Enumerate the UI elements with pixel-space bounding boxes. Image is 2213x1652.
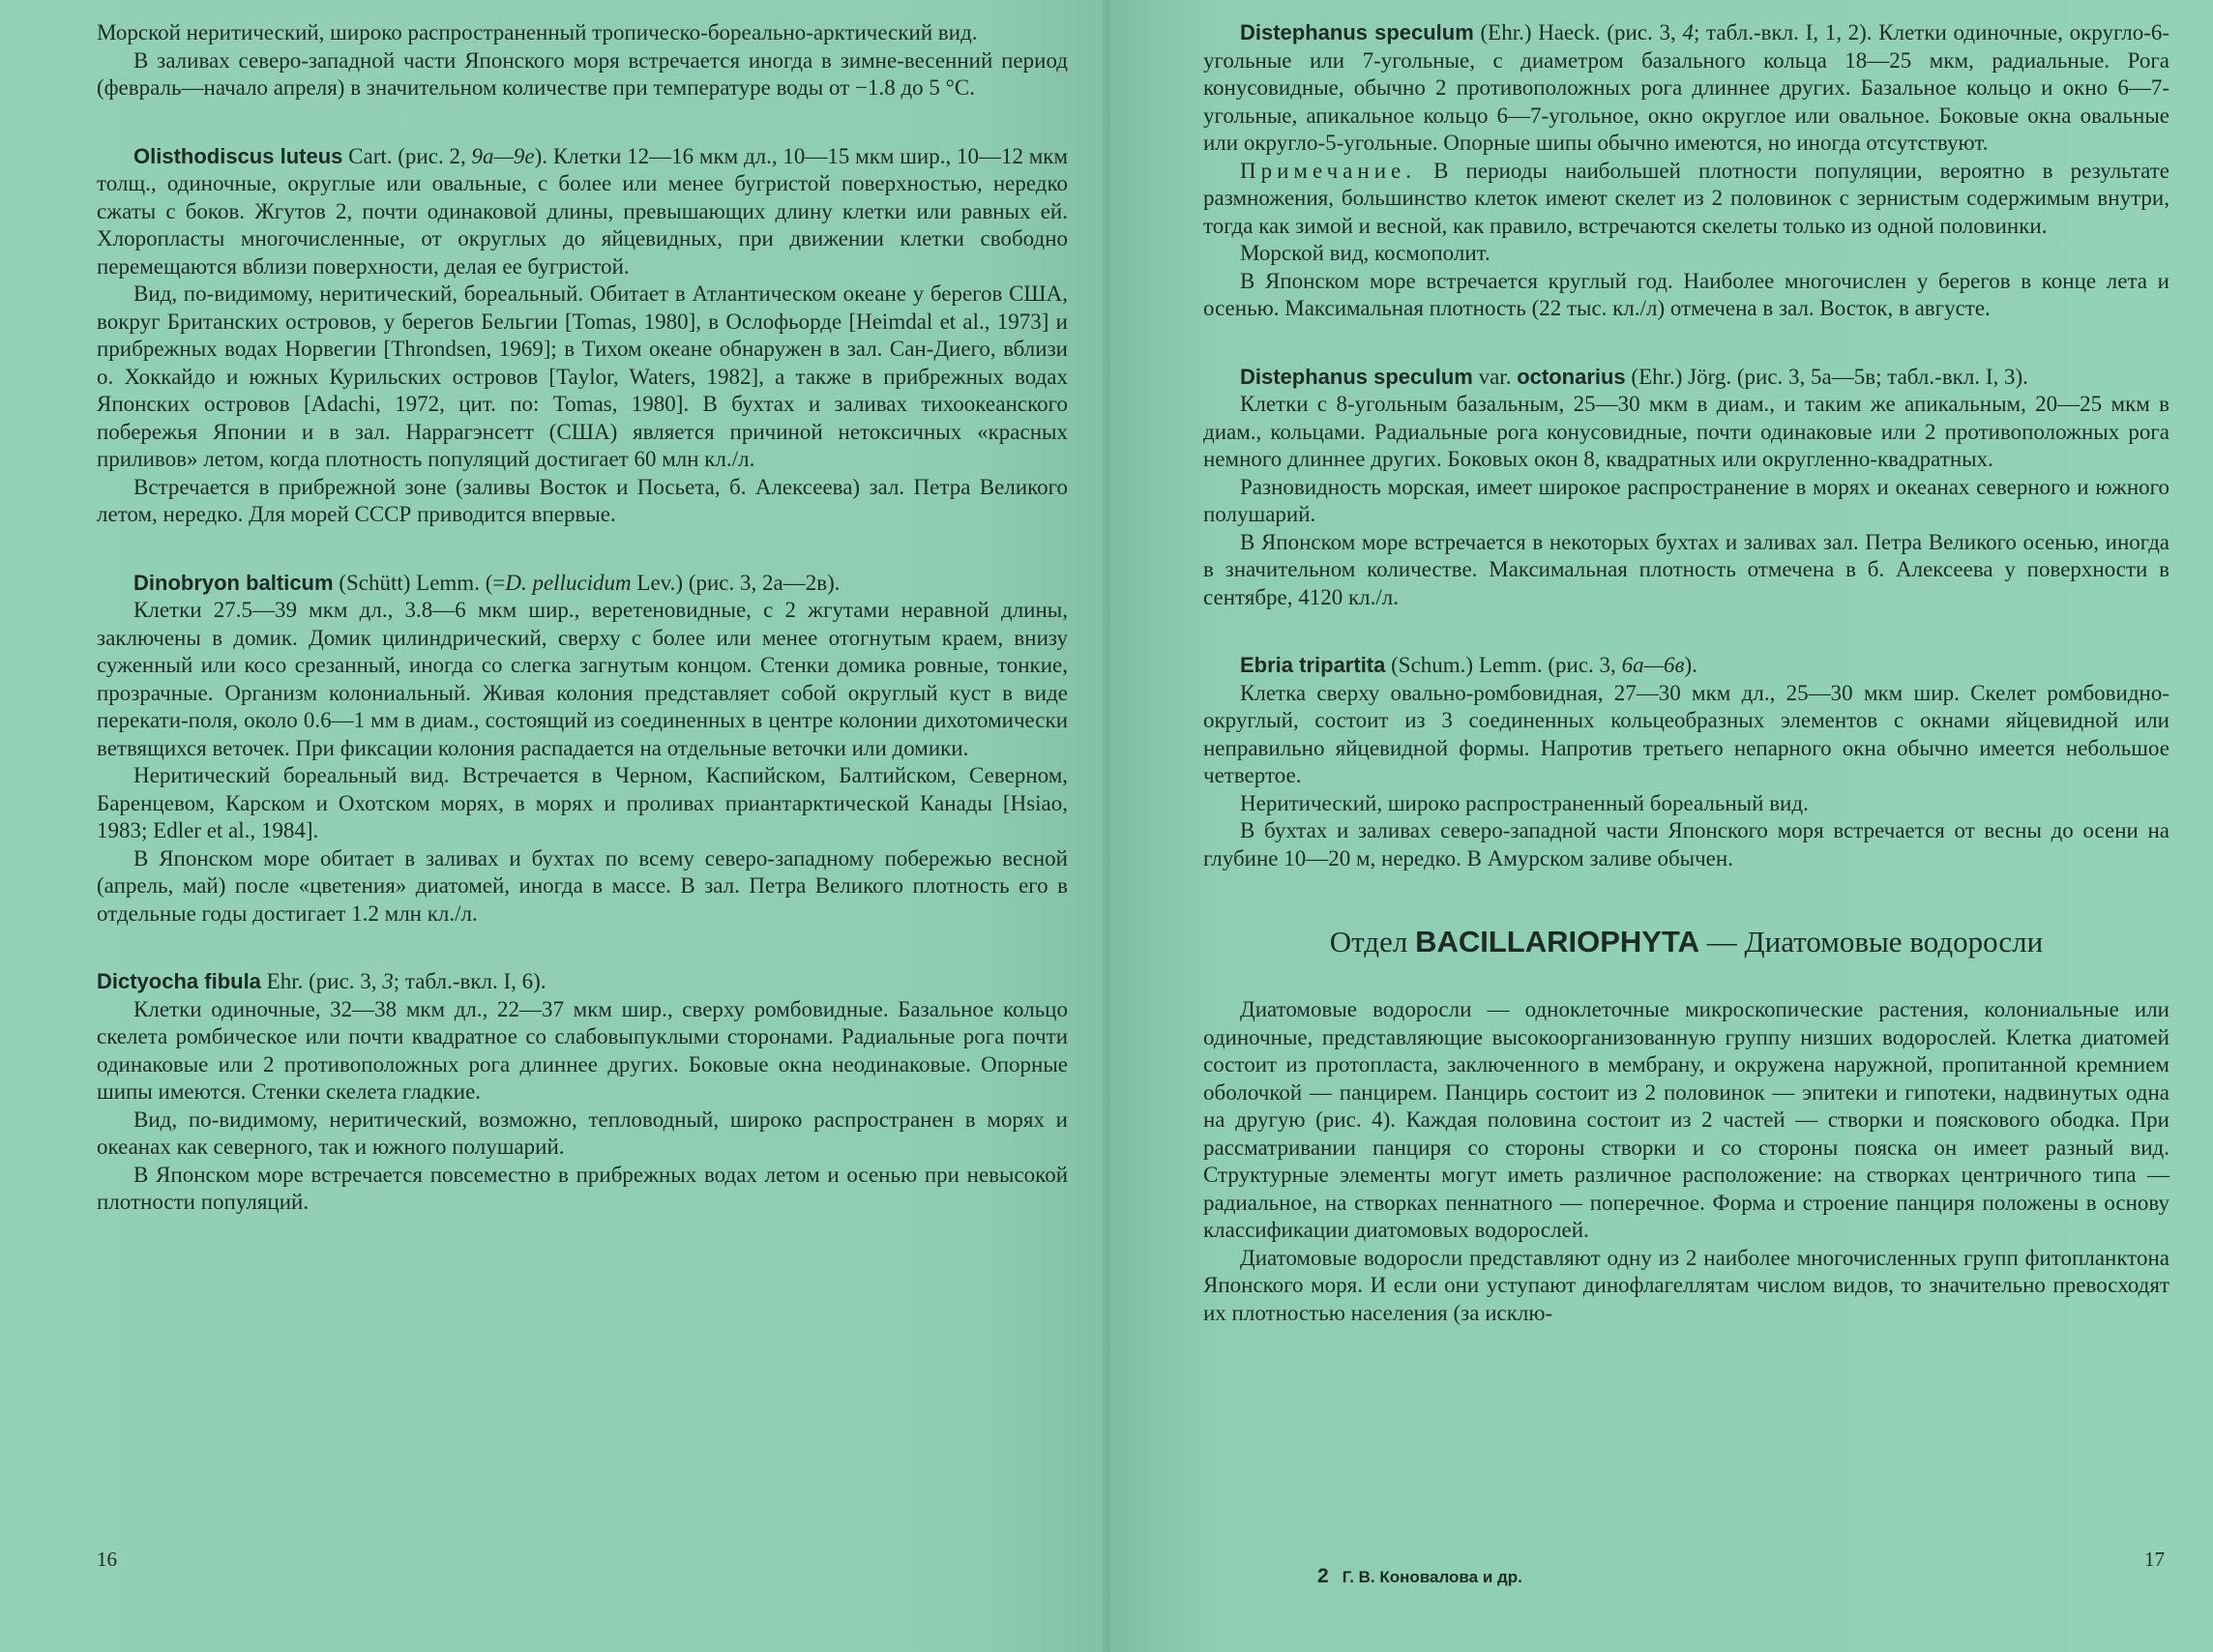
page-number: 17 (2144, 1548, 2165, 1571)
paragraph: Неритический бореальный вид. Встречается в Черном, Каспийском, Балтийском, Северном, Баренцевом, Карском и Охотском морях, в морях и проливах приантарктической Канады [Hsiao, 1983; Edler et al., 1984]. (97, 763, 1068, 842)
paragraph: В бухтах и заливах северо-западной части Японского моря встречается от весны до осени на глубине 10—20 м, нередко. В Амурском заливе обычен. (1203, 818, 2169, 870)
paragraph: Неритический, широко распространенный бореальный вид. (1240, 790, 1809, 815)
entry-distephanus-octonarius (1203, 364, 2169, 612)
paragraph: В Японском море обитает в заливах и бухтах по всему северо-западному побережью весной (апрель, май) после «цветения» диатомей, иногда в массе. В зал. Петра Великого плотность его в отдельные годы достигает 1.2 млн кл./л. (97, 845, 1068, 926)
paragraph: Клетки 27.5—39 мкм дл., 3.8—6 мкм шир., веретеновидные, с 2 жгутами неравной длины, заключены в домик. Домик цилиндрический, сверху с более или менее отогнутым краем, внизу суженный или косо срезанный, иногда со слегка загнутым концом. Стенки домика ровные, тонкие, прозрачные. Организм колониальный. Живая колония представляет собой округлый куст в виде перекати-поля, около 0.6—1 мм в диам., состоящий из соединенных в центре колонии дихотомически ветвящихся веточек. При фиксации колония распадается на отдельные веточки или домики. (97, 598, 1068, 760)
paragraph: Разновидность морская, имеет широкое распространение в морях и океанах северного и южного полушарий. (1203, 474, 2169, 526)
species-name: Dinobryon balticum (133, 570, 334, 595)
entry-dictyocha (97, 968, 1068, 1217)
right-page (1106, 0, 2213, 1652)
left-page (0, 0, 1106, 1652)
paragraph: В Японском море встречается круглый год. Наиболее многочислен у берегов в конце лета и осенью. Максимальная плотность (22 тыс. кл./л) отмечена в зал. Восток, в августе. (1203, 268, 2169, 320)
paragraph: В Японском море встречается в некоторых бухтах и заливах зал. Петра Великого осенью, иногда в значительном количестве. Максимальная плотность отмечена в б. Алексеева у поверхности в сентябре, 4120 кл./л. (1203, 529, 2169, 609)
paragraph: В заливах северо-западной части Японского моря встречается иногда в зимне-весенний период (февраль—начало апреля) в значительном количестве при температуре воды от −1.8 до 5 °С. (97, 47, 1068, 100)
paragraph: Вид, по-видимому, неритический, бореальный. Обитает в Атлантическом океане у берегов США, вокруг Британских островов, у берегов Бельгии [Tomas, 1980], в Ослофьорде [Heimdal et al., 1973] и прибрежных водах Норвегии [Throndsen, 1969]; в Тихом океане обнаружен в зал. Сан-Диего, вблизи о. Хоккайдо и южных Курильских островов [Taylor, Waters, 1982], а также в прибрежных водах Японских островов [Adachi, 1972, цит. по: Tomas, 1980]. В бухтах и заливах тихоокеанского побережья Японии и в зал. Наррагэнсетт (США) является причиной нетоксичных «красных приливов» летом, когда плотность популяций достигает 60 млн кл./л. (97, 281, 1068, 471)
paragraph: Клетки с 8-угольным базальным, 25—30 мкм в диам., и таким же апикальным, 20—25 мкм в диам., кольцами. Радиальные рога конусовидные, почти одинаковые или 2 противоположных рога немного длиннее других. Боковых окон 8, квадратных или округленно-квадратных. (1203, 392, 2169, 471)
printer-signature: 2 Г. В. Коновалова и др. (1317, 1565, 1522, 1587)
species-name: Olisthodiscus luteus (133, 143, 343, 168)
species-name: Ebria tripartita (1240, 653, 1386, 677)
entry-distephanus (1203, 19, 2169, 323)
species-heading: Distephanus speculum (Ehr.) Haeck. (рис. 3, 4; табл.-вкл. I, 1, 2). Клетки одиночные, округло-6-угольные или 7-угольные, с диаметром базального кольца 18—25 мкм, радиальные. Рога конусовидные, обычно 2 противоположных рога длиннее других. Базальное кольцо и окно 6—7-угольные, апикальное кольцо 6—7-угольное, окно округлое или овальное. Боковые окна овальные или округло-5-угольные. Опорные шипы обычно имеются, но иногда отсутствуют. (1203, 20, 2170, 155)
variety-name: octonarius (1517, 364, 1626, 389)
paragraph: Диатомовые водоросли представляют одну из 2 наиболее многочисленных групп фитопланктона Японского моря. И если они уступают динофлагеллятам числом видов, то значительно превосходят их плотностью населения (за исклю- (1203, 1245, 2169, 1325)
species-heading: Dinobryon balticum (Schütt) Lemm. (=D. pellucidum Lev.) (рис. 3, 2а—2в). (133, 570, 841, 595)
species-name: Distephanus speculum (1240, 364, 1473, 389)
note-paragraph: Примечание. В периоды наибольшей плотности популяции, вероятно в результате размножения, большинство клеток имеют скелет из 2 половинок с зернистым содержимым внутри, тогда как зимой и весной, как правило, встречаются скелеты только из одной половинки. (1203, 158, 2169, 238)
note-label: Примечание. (1240, 158, 1416, 183)
paragraph: Встречается в прибрежной зоне (заливы Восток и Посьета, б. Алексеева) зал. Петра Великого летом, нередко. Для морей СССР приводится впервые. (97, 474, 1068, 526)
section-name: BACILLARIOPHYTA (1415, 925, 1699, 959)
section-title: Отдел BACILLARIOPHYTA — Диатомовые водоросли (1329, 925, 2044, 959)
species-name: Distephanus speculum (1240, 20, 1474, 44)
paragraph: Вид, по-видимому, неритический, возможно, тепловодный, широко распространен в морях и океанах как северного, так и южного полушарий. (97, 1106, 1068, 1159)
paragraph: Клетка сверху овально-ромбовидная, 27—30 мкм дл., 25—30 мкм шир. Скелет ромбовидно-округлый, состоит из 3 соединенных кольцеобразных элементов с окнами яйцевидной или неправильно яйцевидной формы. Напротив третьего непарного окна обычно имеется небольшое четвертое. (1203, 680, 2169, 787)
paragraph: Диатомовые водоросли — одноклеточные микроскопические растения, колониальные или одиночные, представляющие высокоорганизованную группу низших водорослей. Клетка диатомей состоит из протопласта, заключенного в мембрану, и окружена наружной, пропитанной кремнием оболочкой — панцирем. Панцирь состоит из 2 половинок — эпитеки и гипотеки, надвинутых одна на другую (рис. 4). Каждая половина состоит из 2 частей — створки и пояскового ободка. При рассматривании панциря со стороны створки и со стороны пояска он имеет разный вид. Структурные элементы могут иметь различное расположение: на створках центричного типа — радиальное, на створках пеннатного — поперечное. Форма и строение панциря положены в основу классификации диатомовых водорослей. (1203, 997, 2169, 1242)
paragraph: В Японском море встречается повсеместно в прибрежных водах летом и осенью при невысокой плотности популяций. (97, 1162, 1068, 1214)
species-name: Dictyocha fibula (97, 969, 261, 993)
paragraph: Клетки одиночные, округло-6-угольные или 7-угольные, с диаметром базального кольца 18—25 мкм, радиальные. Рога конусовидные, обычно 2 противоположных рога длиннее других. Базальное кольцо и окно 6—7-угольные, апикальное кольцо 6—7-угольное, окно округлое или овальное. Боковые окна овальные или округло-5-угольные. Опорные шипы обычно имеются, но иногда отсутствуют. (1203, 20, 2170, 155)
species-heading: Dictyocha fibula Ehr. (рис. 3, 3; табл.-вкл. I, 6). (97, 969, 546, 993)
paragraph: Клетки одиночные, 32—38 мкм дл., 22—37 мкм шир., сверху ромбовидные. Базальное кольцо скелета ромбическое или почти квадратное со слабовыпуклыми сторонами. Радиальные рога почти одинаковые или 2 противоположных рога длиннее других. Боковые окна неодинаковые. Опорные шипы имеются. Стенки скелета гладкие. (97, 996, 1068, 1104)
entry-intro (97, 19, 1068, 103)
species-heading: Olisthodiscus luteus Cart. (рис. 2, 9а—9е). Клетки 12—16 мкм дл., 10—15 мкм шир., 10—12 мкм толщ., одиночные, округлые или овальные, с более или менее бугристой поверхностью, нередко сжаты с боков. Жгутов 2, почти одинаковой длины, превышающих длину клетки или равных ей. Хлоропласты многочисленные, от округлых до яйцевидных, при движении клетки свободно перемещаются вблизи поверхности, делая ее бугристой. (97, 143, 1069, 279)
species-heading: Distephanus speculum var. octonarius (Ehr.) Jörg. (рис. 3, 5а—5в; табл.-вкл. I, 3). (1240, 364, 2028, 389)
entry-dinobryon (97, 570, 1068, 929)
entry-olisthodiscus (97, 143, 1068, 529)
book-gutter (1103, 0, 1110, 1652)
entry-ebria (1203, 652, 2169, 872)
paragraph: Морской вид, космополит. (1240, 241, 1490, 265)
page-number: 16 (97, 1548, 117, 1571)
species-heading: Ebria tripartita (Schum.) Lemm. (рис. 3, 6а—6в). (1240, 653, 1697, 677)
paragraph: Морской неритический, широко распространенный тропическо-бореально-арктический вид. (97, 20, 978, 44)
paragraph: Клетки 12—16 мкм дл., 10—15 мкм шир., 10—12 мкм толщ., одиночные, округлые или овальные, с более или менее бугристой поверхностью, нередко сжаты с боков. Жгутов 2, почти одинаковой длины, превышающих длину клетки или равных ей. Хлоропласты многочисленные, от округлых до яйцевидных, при движении клетки свободно перемещаются вблизи поверхности, делая ее бугристой. (97, 143, 1069, 279)
